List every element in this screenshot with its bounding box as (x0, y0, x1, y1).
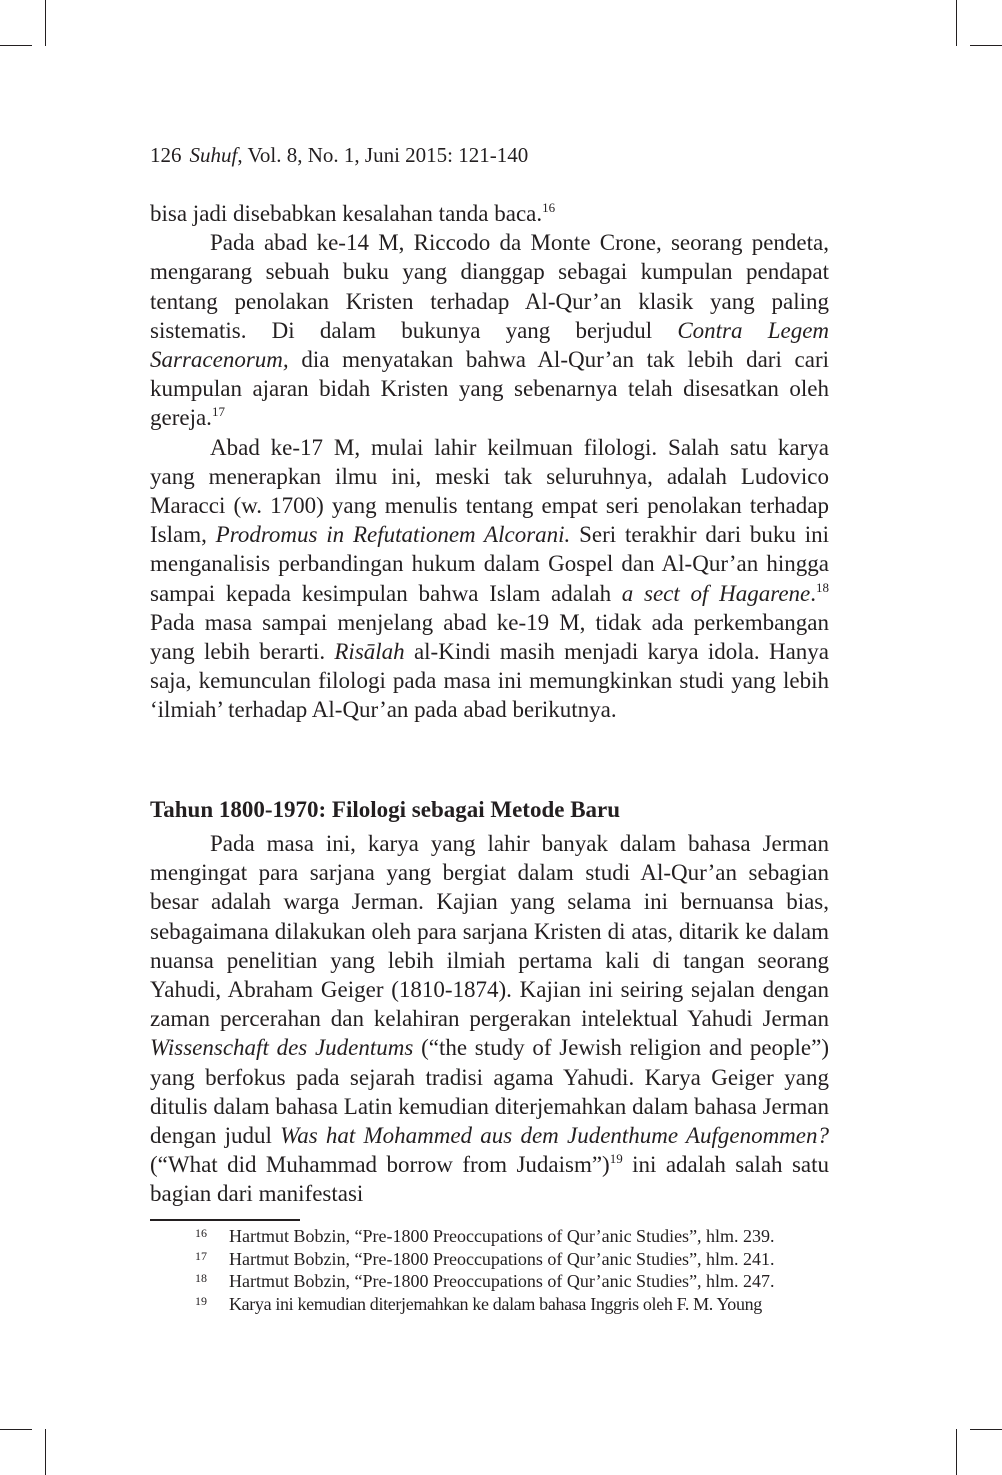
crop-mark-bottom-right (956, 1429, 957, 1475)
crop-mark-top-left-horizontal (0, 45, 32, 46)
footnote-number: 16 (195, 1226, 207, 1240)
crop-mark-bottom-left (45, 1429, 46, 1475)
footnote-ref-18: 18 (816, 579, 829, 595)
paragraph-text: Pada masa sampai menjelang abad ke-19 M, tidak ada perkembangan yang lebih berarti. (150, 609, 829, 665)
footnote (150, 1248, 829, 1271)
paragraph-text: Pada masa ini, karya yang lahir banyak dalam bahasa Jerman mengingat para sarjana yang bergiat dalam studi Al-Qur’an sebagian besar adalah warga Jerman. Kajian yang selama ini bernuansa bias, sebagaimana dilakukan oleh para sarjana Kristen di atas, ditarik ke dalam nuansa penelitian yang lebih ilmiah pertama kali di tangan seorang Yahudi, Abraham Geiger (1810-1874). Kajian ini seiring sejalan dengan zaman percerahan dan kelahiran pergerakan intelektual Yahudi Jerman (150, 831, 829, 1032)
paragraph-text: al-Kindi masih menjadi karya idola. Hanya saja, kemunculan filologi pada masa ini memungkinkan studi yang lebih ‘ilmiah’ terhadap Al-Qur’an pada abad berikutnya. (150, 639, 829, 723)
paragraph-text: (“What did Muhammad borrow from Judaism”) (150, 1152, 610, 1178)
journal-citation: , Vol. 8, No. 1, Juni 2015: 121-140 (237, 143, 529, 167)
footnote-text: Hartmut Bobzin, “Pre-1800 Preoccupations of Qur’anic Studies”, hlm. 247. (229, 1271, 775, 1292)
footnote (150, 1270, 829, 1293)
journal-name: Suhuf (189, 143, 238, 167)
paragraph-text: Pada abad ke-14 M, Riccodo da Monte Crone, seorang pendeta, mengarang sebuah buku yang dianggap sebagai kumpulan pendapat tentang penolakan Kristen terhadap Al-Qur’an klasik yang paling sistematis. Di dalam bukunya yang berjudul (150, 230, 829, 343)
footnote-text: Karya ini kemudian diterjemahkan ke dalam bahasa Inggris oleh F. M. Young (229, 1293, 762, 1314)
term-wissenschaft: Wissenschaft des Judentums (150, 1035, 414, 1061)
paragraph-text: ini adalah salah satu bagian dari manifestasi (150, 1152, 830, 1207)
paragraph-text: Abad ke-17 M, mulai lahir keilmuan filologi. Salah satu karya yang menerapkan ilmu ini, meski tak seluruhnya, adalah Ludovico Maracci (w. 1700) yang menulis tentang empat seri penolakan terhadap Islam, (150, 434, 829, 548)
footnote-number: 17 (195, 1248, 207, 1263)
paragraph-text: Seri terakhir dari buku ini menganalisis perbandingan hukum dalam Gospel dan Al-Qur’an hingga sampai kepada kesimpulan bahwa Islam adalah (150, 522, 829, 606)
book-title-prodromus: Prodromus in Refutationem Alcorani. (215, 522, 571, 548)
paragraph-continuation (150, 199, 829, 228)
term-risalah: Risālah (334, 639, 405, 665)
phrase-sect-of-hagarene: a sect of Hagarene (621, 580, 811, 606)
paragraph-text: (“the study of Jewish religion and people”) yang berfokus pada sejarah tradisi agama Yahudi. Karya Geiger yang ditulis dalam bahasa Latin kemudian diterjemahkan dalam bahasa Jerman dengan judul (150, 1035, 830, 1149)
crop-mark-bottom-left-horizontal (0, 1429, 32, 1430)
page-number: 126 (150, 143, 182, 167)
paragraph-riccodo (150, 228, 829, 432)
book-title-contra-legem: Contra Legem Sarracenorum, (150, 317, 830, 373)
paragraph-geiger (150, 829, 829, 1209)
footnote-number: 19 (195, 1293, 207, 1308)
footnote-number: 18 (195, 1271, 207, 1286)
body-text-lower (150, 829, 829, 1209)
footnote-ref-19: 19 (609, 1151, 623, 1167)
paragraph-text: . (810, 580, 816, 606)
paragraph-text: dia menyatakan bahwa Al-Qur’an tak lebih dari cari kumpulan ajaran bidah Kristen yang sebenarnya telah disesatkan oleh gereja. (150, 347, 829, 431)
crop-mark-top-right (956, 0, 957, 46)
paragraph-maracci (150, 433, 829, 725)
footnote-text: Hartmut Bobzin, “Pre-1800 Preoccupations of Qur’anic Studies”, hlm. 241. (229, 1248, 775, 1269)
footnotes (150, 1225, 829, 1315)
crop-mark-bottom-right-horizontal (970, 1429, 1002, 1430)
book-title-was-hat-mohammed: Was hat Mohammed aus dem Judenthume Aufgenommen? (280, 1123, 829, 1149)
footnote (150, 1225, 829, 1248)
section-heading: Tahun 1800-1970: Filologi sebagai Metode Baru (150, 797, 621, 822)
crop-mark-top-right-horizontal (970, 45, 1002, 46)
footnote-text: Hartmut Bobzin, “Pre-1800 Preoccupations of Qur’anic Studies”, hlm. 239. (229, 1226, 775, 1246)
body-text-upper (150, 199, 829, 725)
footnote (150, 1293, 829, 1316)
footnote-ref-16: 16 (542, 200, 556, 215)
footnote-separator (150, 1219, 300, 1221)
running-header (150, 141, 528, 169)
footnote-ref-17: 17 (211, 404, 225, 420)
crop-mark-top-left (45, 0, 46, 46)
paragraph-text: bisa jadi disebabkan kesalahan tanda baca. (150, 201, 543, 226)
